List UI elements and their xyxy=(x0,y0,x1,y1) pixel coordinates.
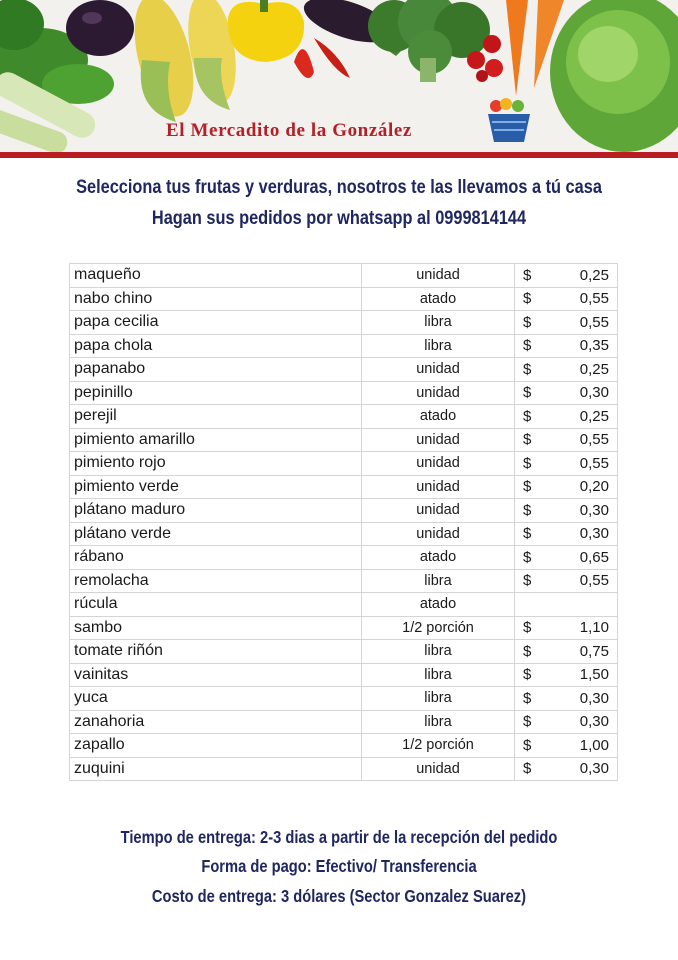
table-row xyxy=(70,499,618,523)
item-name: pimiento amarillo xyxy=(70,428,362,452)
item-unit: unidad xyxy=(362,264,515,288)
item-currency: $ xyxy=(515,569,558,593)
item-currency: $ xyxy=(515,311,558,335)
item-name: maqueño xyxy=(70,264,362,288)
item-price: 0,20 xyxy=(557,475,618,499)
item-name: papa chola xyxy=(70,334,362,358)
item-price: 0,55 xyxy=(557,452,618,476)
item-price: 0,30 xyxy=(557,499,618,523)
table-row xyxy=(70,640,618,664)
item-unit: unidad xyxy=(362,499,515,523)
item-price: 0,35 xyxy=(557,334,618,358)
item-currency: $ xyxy=(515,663,558,687)
item-price: 0,30 xyxy=(557,381,618,405)
item-unit: libra xyxy=(362,311,515,335)
item-price: 1,00 xyxy=(557,734,618,758)
item-price: 1,50 xyxy=(557,663,618,687)
item-currency: $ xyxy=(515,499,558,523)
item-currency: $ xyxy=(515,358,558,382)
item-currency: $ xyxy=(515,687,558,711)
item-name: yuca xyxy=(70,687,362,711)
table-row xyxy=(70,381,618,405)
item-unit: atado xyxy=(362,405,515,429)
item-currency: $ xyxy=(515,475,558,499)
table-row xyxy=(70,311,618,335)
item-unit: 1/2 porción xyxy=(362,734,515,758)
item-currency: $ xyxy=(515,334,558,358)
table-row xyxy=(70,546,618,570)
item-price: 0,30 xyxy=(557,710,618,734)
item-name: papa cecilia xyxy=(70,311,362,335)
item-currency xyxy=(515,593,558,617)
item-unit: unidad xyxy=(362,452,515,476)
table-row xyxy=(70,663,618,687)
basket-icon xyxy=(484,96,534,146)
table-row xyxy=(70,522,618,546)
item-currency: $ xyxy=(515,381,558,405)
item-unit: libra xyxy=(362,569,515,593)
item-currency: $ xyxy=(515,710,558,734)
table-row xyxy=(70,334,618,358)
table-row xyxy=(70,569,618,593)
item-name: zapallo xyxy=(70,734,362,758)
table-row xyxy=(70,687,618,711)
table-row xyxy=(70,757,618,781)
item-price: 0,75 xyxy=(557,640,618,664)
item-currency: $ xyxy=(515,287,558,311)
item-currency: $ xyxy=(515,757,558,781)
item-unit: atado xyxy=(362,593,515,617)
item-currency: $ xyxy=(515,522,558,546)
table-row xyxy=(70,475,618,499)
table-row xyxy=(70,616,618,640)
table-row xyxy=(70,734,618,758)
item-unit: unidad xyxy=(362,522,515,546)
table-row xyxy=(70,452,618,476)
table-row xyxy=(70,358,618,382)
item-name: tomate riñón xyxy=(70,640,362,664)
item-currency: $ xyxy=(515,616,558,640)
item-currency: $ xyxy=(515,264,558,288)
item-currency: $ xyxy=(515,640,558,664)
item-unit: libra xyxy=(362,710,515,734)
item-unit: unidad xyxy=(362,381,515,405)
item-price: 0,25 xyxy=(557,264,618,288)
item-price: 0,25 xyxy=(557,358,618,382)
store-title: El Mercadito de la González xyxy=(166,120,412,141)
item-unit: unidad xyxy=(362,428,515,452)
item-unit: atado xyxy=(362,546,515,570)
table-row xyxy=(70,428,618,452)
item-name: vainitas xyxy=(70,663,362,687)
item-unit: 1/2 porción xyxy=(362,616,515,640)
table-row xyxy=(70,710,618,734)
item-name: zanahoria xyxy=(70,710,362,734)
item-unit: unidad xyxy=(362,757,515,781)
item-name: papanabo xyxy=(70,358,362,382)
item-unit: libra xyxy=(362,640,515,664)
price-table-body xyxy=(70,264,618,781)
item-price: 1,10 xyxy=(557,616,618,640)
table-row xyxy=(70,405,618,429)
item-price: 0,25 xyxy=(557,405,618,429)
item-price: 0,30 xyxy=(557,522,618,546)
item-price: 0,30 xyxy=(557,687,618,711)
item-name: sambo xyxy=(70,616,362,640)
item-unit: unidad xyxy=(362,358,515,382)
item-name: rúcula xyxy=(70,593,362,617)
table-row xyxy=(70,287,618,311)
item-price: 0,65 xyxy=(557,546,618,570)
price-table xyxy=(69,263,618,781)
banner-divider xyxy=(0,152,678,158)
item-name: pimiento verde xyxy=(70,475,362,499)
item-name: rábano xyxy=(70,546,362,570)
item-currency: $ xyxy=(515,405,558,429)
item-price: 0,55 xyxy=(557,311,618,335)
item-unit: libra xyxy=(362,663,515,687)
item-price xyxy=(557,593,618,617)
item-currency: $ xyxy=(515,734,558,758)
item-unit: libra xyxy=(362,334,515,358)
delivery-time-text: Tiempo de entrega: 2-3 dias a partir de la recepción del pedido xyxy=(120,827,558,847)
table-row xyxy=(70,264,618,288)
item-unit: atado xyxy=(362,287,515,311)
item-unit: unidad xyxy=(362,475,515,499)
item-price: 0,55 xyxy=(557,287,618,311)
item-price: 0,55 xyxy=(557,569,618,593)
item-currency: $ xyxy=(515,428,558,452)
headline-line-2: Hagan sus pedidos por whatsapp al 0999814144 xyxy=(151,208,527,229)
payment-method-text: Forma de pago: Efectivo/ Transferencia xyxy=(201,856,477,876)
header-banner xyxy=(0,0,678,158)
item-name: nabo chino xyxy=(70,287,362,311)
item-name: remolacha xyxy=(70,569,362,593)
item-unit: libra xyxy=(362,687,515,711)
item-name: perejil xyxy=(70,405,362,429)
item-name: plátano verde xyxy=(70,522,362,546)
item-price: 0,30 xyxy=(557,757,618,781)
item-currency: $ xyxy=(515,546,558,570)
item-name: pimiento rojo xyxy=(70,452,362,476)
item-name: plátano maduro xyxy=(70,499,362,523)
item-name: zuquini xyxy=(70,757,362,781)
headline-line-1: Selecciona tus frutas y verduras, nosotros te las llevamos a tú casa xyxy=(76,177,602,198)
item-price: 0,55 xyxy=(557,428,618,452)
table-row xyxy=(70,593,618,617)
item-name: pepinillo xyxy=(70,381,362,405)
delivery-cost-text: Costo de entrega: 3 dólares (Sector Gonzalez Suarez) xyxy=(151,886,527,906)
lettuce-icon xyxy=(548,0,678,152)
item-currency: $ xyxy=(515,452,558,476)
